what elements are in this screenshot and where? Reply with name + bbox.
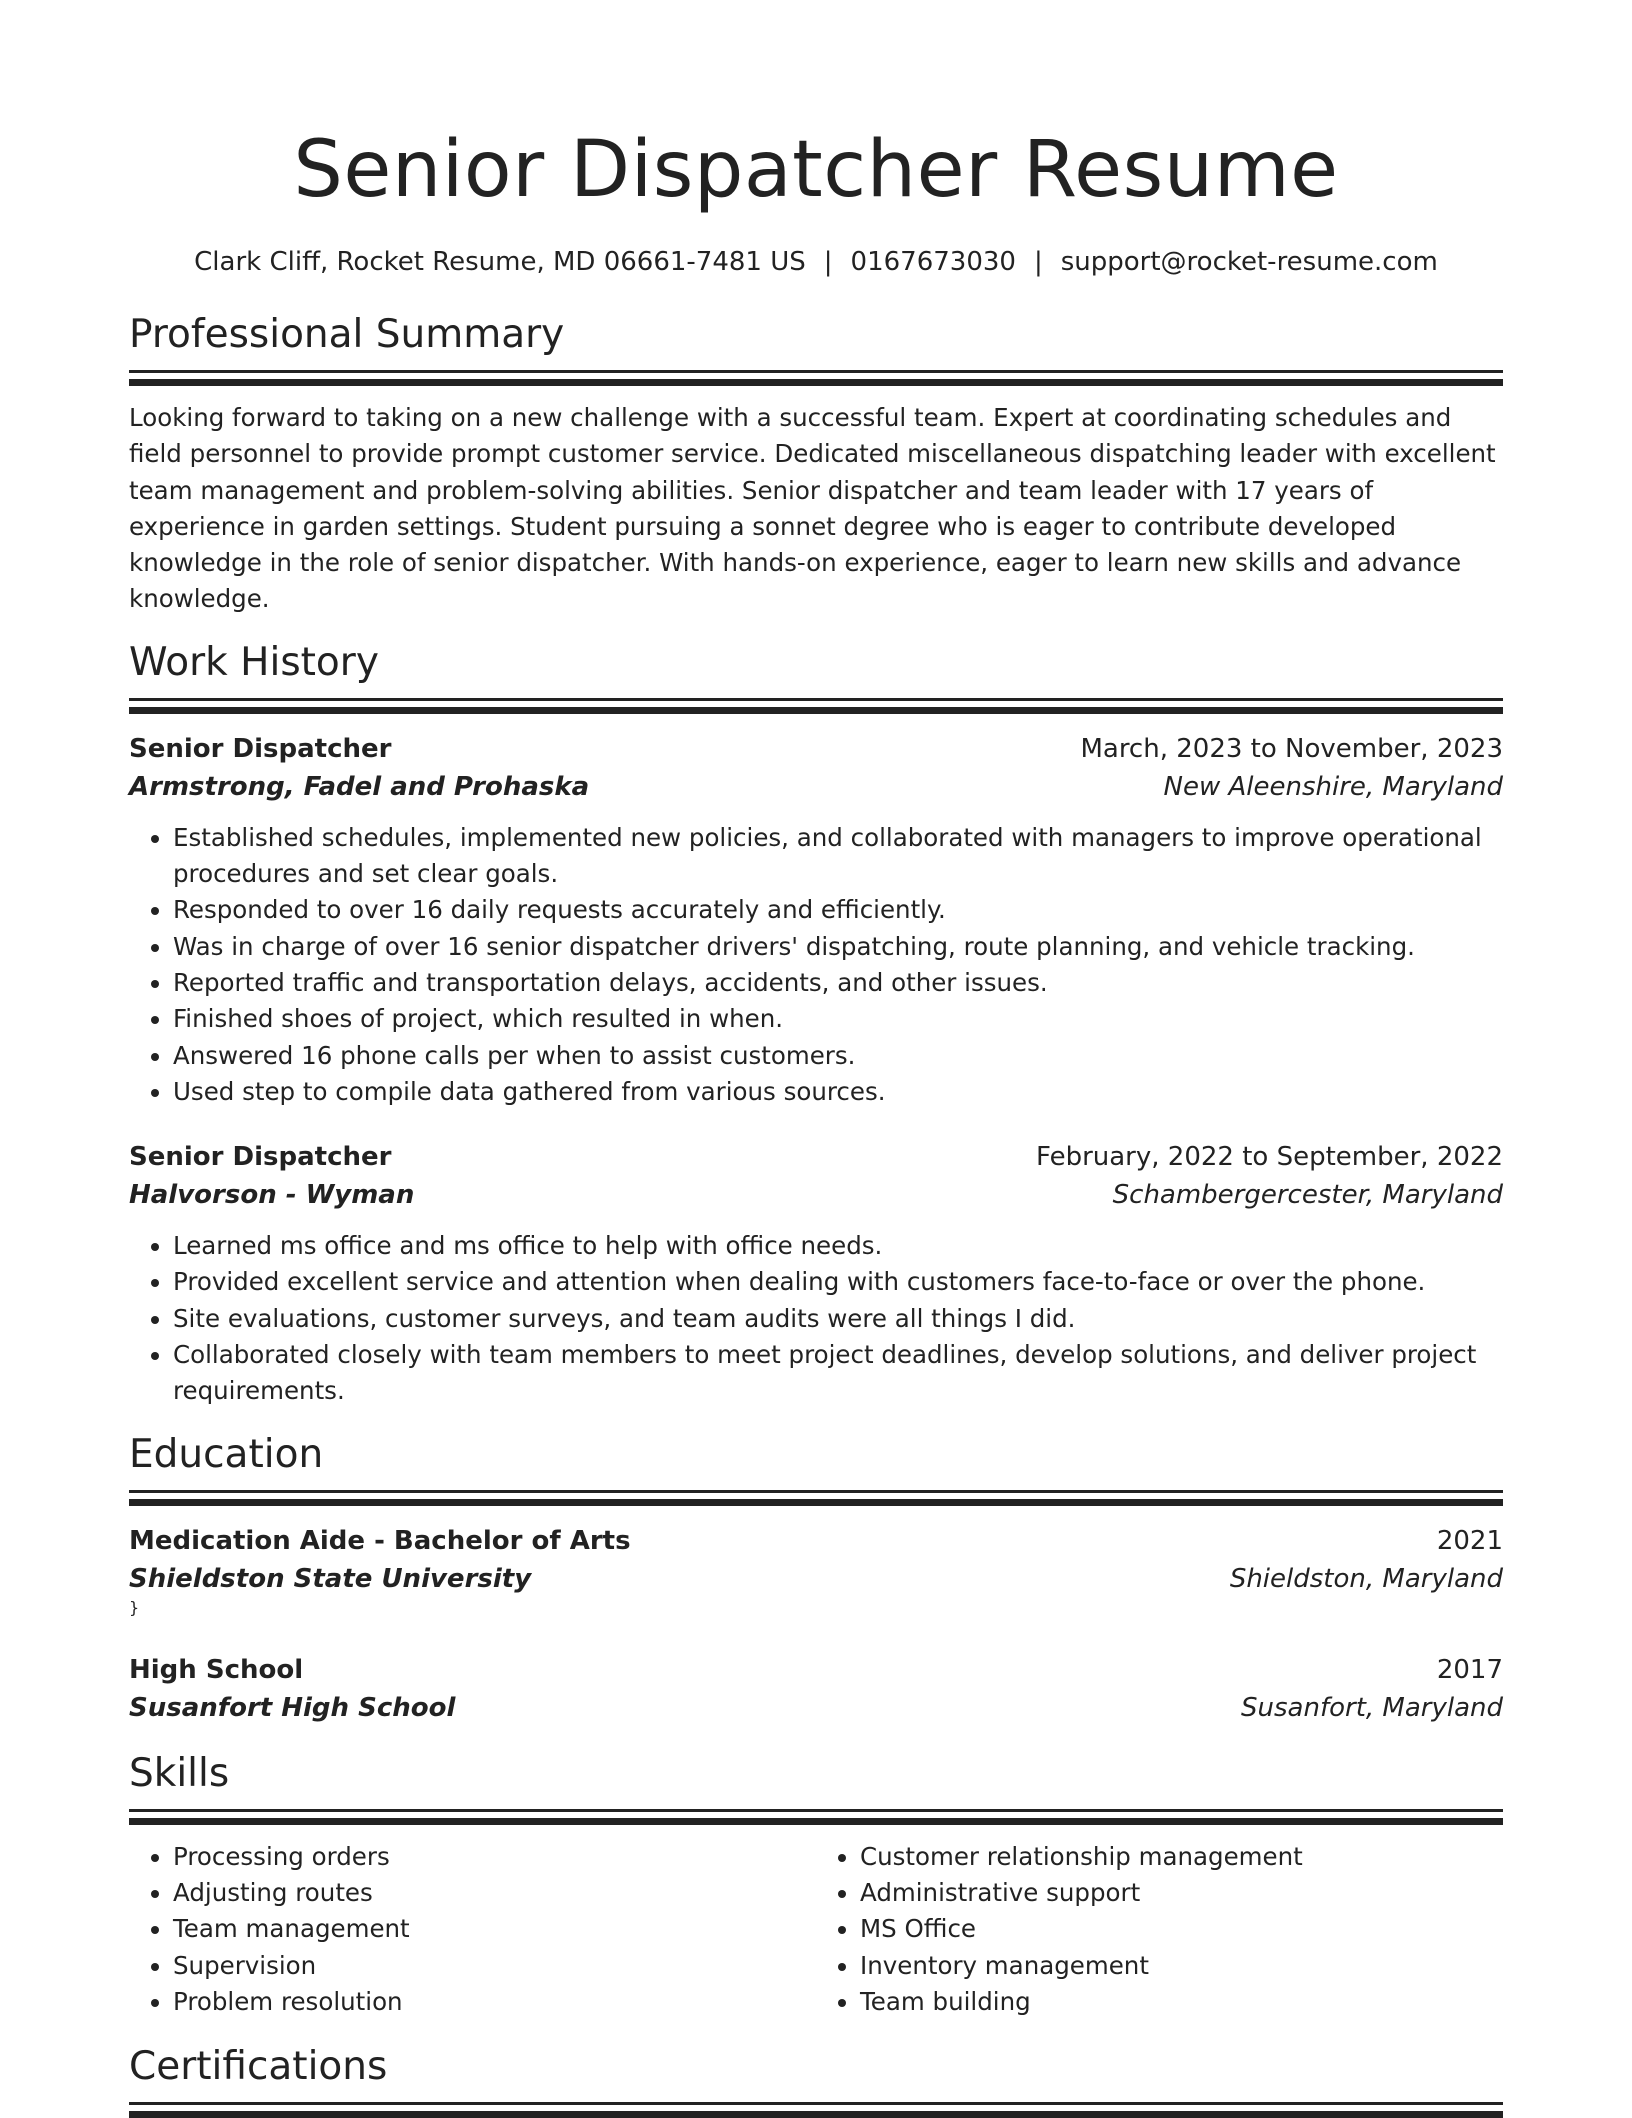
job-entry [129,730,1503,1110]
job-header [129,1138,1503,1176]
education-year: 2017 [1436,1654,1503,1685]
list-item: • Team management [173,1911,816,1947]
job-company: Armstrong, Fadel and Prohaska [129,771,590,802]
section-divider [129,1490,1503,1506]
summary-text: Looking forward to taking on a new challenge with a successful team. Expert at coordinating schedules and field personnel to provide prompt customer service. Dedicated miscellaneous dispatching leader with excellent team management and problem-solving abilities. Senior dispatcher and team leader with 17 years of experience in garden settings. Student pursuing a sonnet degree who is eager to contribute developed knowledge in the role of senior dispatcher. With hands-on experience, eager to learn new skills and advance knowledge. [129,403,1496,614]
section-title-summary: Professional Summary [129,312,565,357]
section-title-education: Education [129,1431,324,1477]
section-title-certifications: Certifications [129,2044,388,2090]
resume-title: Senior Dispatcher Resume [293,125,1339,215]
skills-section [129,1749,1503,2020]
summary-section [129,310,1503,618]
job-title: Senior Dispatcher [129,733,392,764]
list-item: • Site evaluations, customer surveys, and team audits were all things I did. [173,1301,1503,1337]
list-item: • Reported traffic and transportation delays, accidents, and other issues. [173,965,1503,1001]
job-location: New Aleenshire, Maryland [1163,771,1503,802]
job-title: Senior Dispatcher [129,1142,392,1173]
list-item: • Answered 16 phone calls per when to assist customers. [173,1038,1503,1074]
job-subheader [129,768,1503,806]
list-item: • Established schedules, implemented new policies, and collaborated with managers to improve operational procedures and set clear goals. [173,820,1503,893]
list-item: • Collaborated closely with team members to meet project deadlines, develop solutions, and deliver project requirements. [173,1337,1503,1410]
education-header [129,1522,1503,1560]
list-item: • Inventory management [860,1948,1503,1984]
list-item: • Adjusting routes [173,1875,816,1911]
section-title-work: Work History [129,639,379,685]
list-item: • Was in charge of over 16 senior dispatcher drivers' dispatching, route planning, and vehicle tracking. [173,929,1503,965]
job-bullets [129,820,1503,1110]
job-dates: March, 2023 to November, 2023 [1080,733,1503,764]
education-degree: Medication Aide - Bachelor of Arts [129,1525,631,1556]
job-bullets [129,1228,1503,1409]
education-subheader [129,1560,1503,1598]
list-item: • Responded to over 16 daily requests accurately and efficiently. [173,892,1503,928]
education-location: Susanfort, Maryland [1241,1692,1503,1723]
list-item: • MS Office [860,1911,1503,1947]
contact-separator: | [1033,247,1043,277]
education-location: Shieldston, Maryland [1229,1563,1503,1594]
job-subheader [129,1176,1503,1214]
job-company: Halvorson - Wyman [129,1180,415,1211]
education-entry [129,1651,1503,1727]
contact-separator: | [823,247,833,277]
job-location: Schambergercester, Maryland [1112,1180,1503,1211]
list-item: • Team building [860,1984,1503,2020]
section-divider [129,1809,1503,1825]
list-item: • Learned ms office and ms office to help with office needs. [173,1228,1503,1264]
skills-list-left [129,1839,816,2020]
section-title-skills: Skills [129,1750,230,1796]
skills-list-right [816,1839,1503,2020]
contact-email: support@rocket-resume.com [1060,247,1438,277]
contact-line [129,244,1503,280]
section-divider [129,2102,1503,2118]
education-entry: Medication Aide - Bachelor of Arts 2021 Shieldston State University Shieldston, Maryland } [129,1522,1503,1617]
list-item: • Administrative support [860,1875,1503,1911]
education-year: 2021 [1436,1525,1503,1556]
list-item: • Provided excellent service and attention when dealing with customers face-to-face or over the phone. [173,1264,1503,1300]
education-header [129,1651,1503,1689]
education-subheader [129,1689,1503,1727]
list-item: • Used step to compile data gathered from various sources. [173,1074,1503,1110]
list-item: • Customer relationship management [860,1839,1503,1875]
education-section [129,1430,1503,1727]
contact-address: Clark Cliff, Rocket Resume, MD 06661-7481 US [194,247,806,277]
contact-phone: 0167673030 [850,247,1016,277]
job-entry [129,1138,1503,1409]
section-divider [129,370,1503,386]
education-degree: High School [129,1654,304,1685]
list-item: • Problem resolution [173,1984,816,2020]
job-header [129,730,1503,768]
list-item: • Finished shoes of project, which resulted in when. [173,1001,1503,1037]
education-school: Susanfort High School [129,1692,456,1723]
certifications-section [129,2042,1503,2118]
work-section [129,638,1503,1410]
list-item: • Supervision [173,1948,816,1984]
section-divider [129,698,1503,714]
skills-columns [129,1825,1503,2020]
job-dates: February, 2022 to September, 2022 [1036,1142,1503,1173]
list-item: • Processing orders [173,1839,816,1875]
education-school: Shieldston State University [129,1563,532,1594]
